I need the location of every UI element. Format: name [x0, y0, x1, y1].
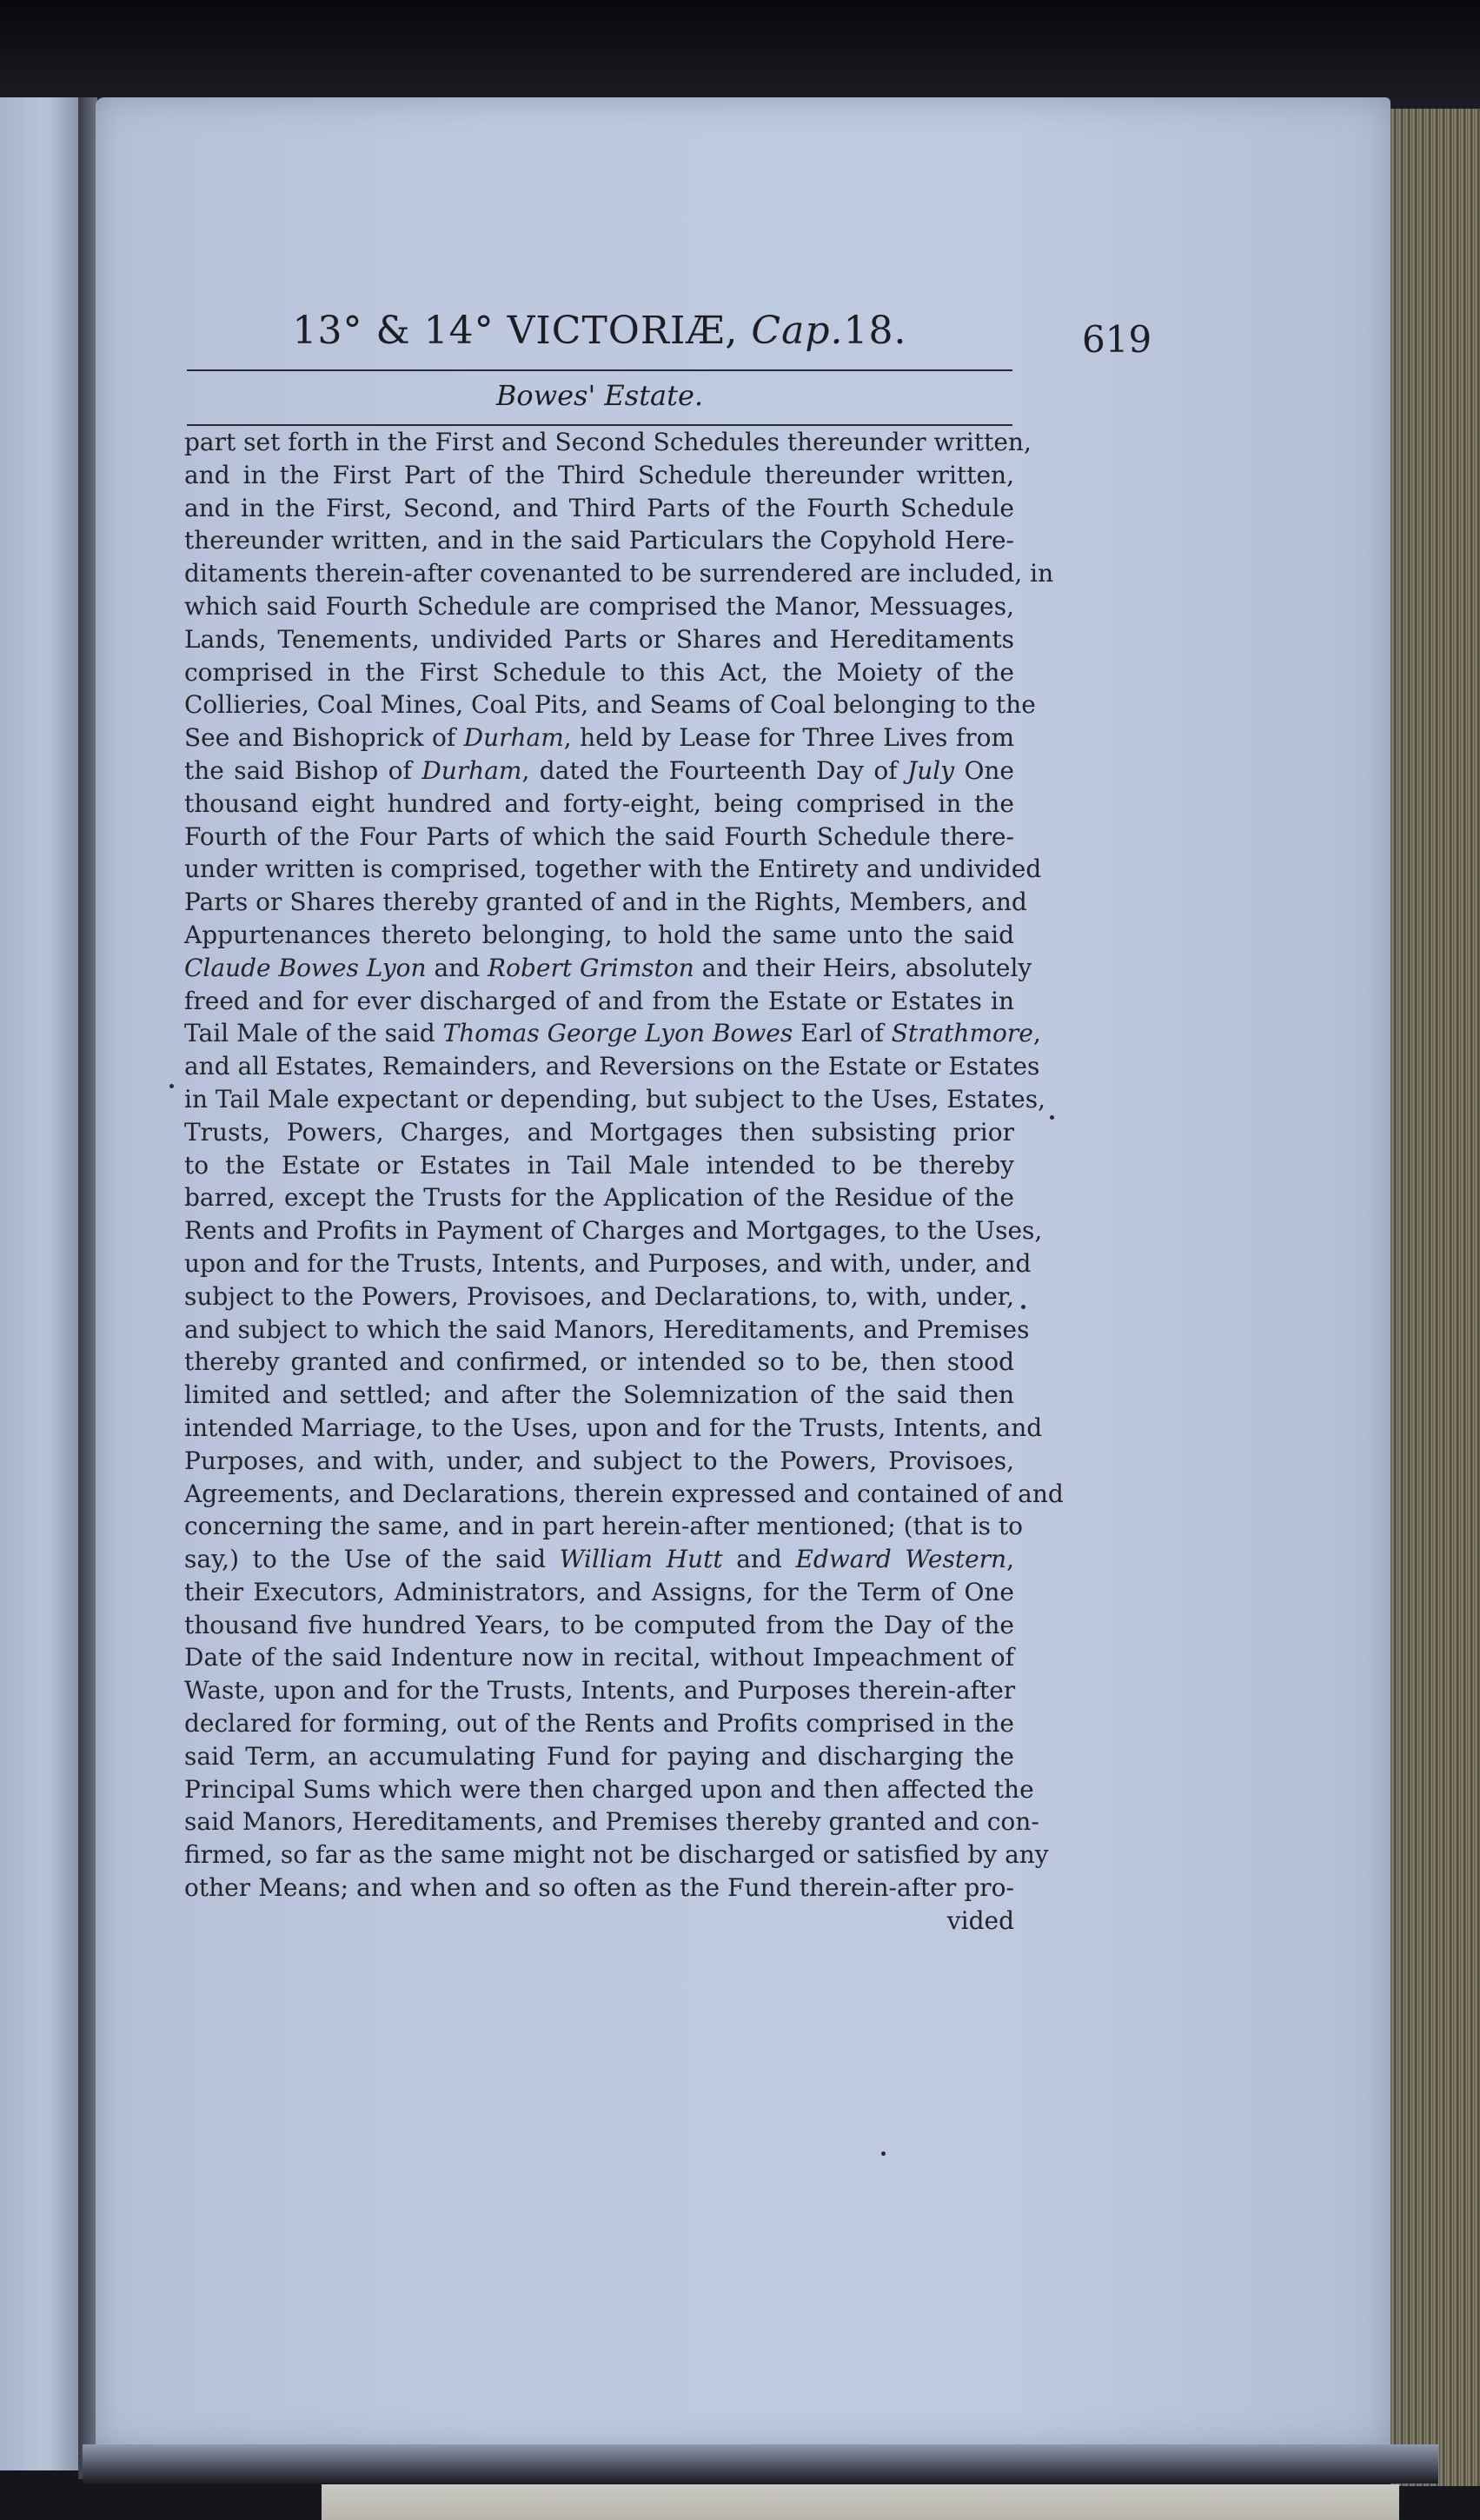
running-header — [187, 309, 1012, 361]
scan-bed-strip — [322, 2484, 1399, 2520]
body-line: upon and for the Trusts, Intents, and Purposes, and with, under, and — [184, 1248, 1032, 1278]
body-line: concerning the same, and in part herein-after mentioned; (that is to — [184, 1512, 1024, 1541]
body-line: Tail Male of the said Thomas George Lyon Bowes Earl of Strathmore — [184, 1019, 1033, 1048]
facing-left-page-edge — [0, 97, 82, 2470]
book-gutter — [78, 97, 97, 2479]
body-line: Agreements, and Declarations, therein expressed and contained of and — [184, 1479, 1064, 1508]
body-line: to the Estate or Estates in Tail Male intended to be thereby — [184, 1150, 1014, 1180]
title-cap: Cap. — [751, 309, 844, 353]
body-line: and subject to which the said Manors, Hereditaments, and Premises — [184, 1314, 1030, 1344]
body-line: Purposes, and with, under, and subject to the Powers, Provisoes, — [184, 1446, 1014, 1475]
body-line: subject to the Powers, Provisoes, and Declarations, to, with, under, — [184, 1281, 1014, 1311]
body-line: and in the First, Second, and Third Parts of the Fourth Schedule — [184, 493, 1014, 522]
page-stack-edges — [1390, 109, 1480, 2486]
body-line: Waste, upon and for the Trusts, Intents, and Purposes therein-after — [184, 1676, 1016, 1705]
body-line: See and Bishoprick of Durham, held by Lease for Three Lives from — [184, 723, 1015, 753]
body-line: Fourth of the Four Parts of which the said Fourth Schedule there- — [184, 821, 1014, 851]
body-line: in Tail Male expectant or depending, but subject to the Uses, Estates, — [184, 1084, 1045, 1114]
print-speck — [169, 1084, 174, 1088]
body-line: freed and for ever discharged of and from the Estate or Estates in — [184, 986, 1014, 1015]
body-line: Date of the said Indenture now in recital, without Impeachment of — [184, 1643, 1014, 1672]
print-speck — [1050, 1115, 1054, 1120]
running-title — [187, 309, 1012, 353]
body-line: which said Fourth Schedule are comprised the Manor, Messuages, — [184, 591, 1014, 621]
title-chapter-number: 18. — [843, 309, 907, 353]
body-line: Parts or Shares thereby granted of and in the Rights, Members, and — [184, 888, 1027, 917]
page-number: 619 — [1082, 318, 1152, 361]
body-line: thereunder written, and in the said Particulars the Copyhold Here- — [184, 526, 1014, 555]
body-line: part set forth in the First and Second Schedules thereunder written, — [184, 428, 1032, 456]
header-rule-top — [187, 369, 1012, 371]
body-line: thereby granted and confirmed, or intended so to be, then stood — [184, 1347, 1014, 1377]
body-line: comprised in the First Schedule to this Act, the Moiety of the — [184, 657, 1014, 687]
body-line: limited and settled; and after the Solemnization of the said then — [184, 1380, 1014, 1410]
body-line: and all Estates, Remainders, and Reversions on the Estate or Estates — [184, 1052, 1040, 1081]
body-line: their Executors, Administrators, and Assigns, for the Term of One — [184, 1577, 1014, 1606]
body-line: thousand eight hundred and forty-eight, being comprised in the — [184, 788, 1014, 818]
print-speck — [881, 2151, 886, 2156]
body-line: said Manors, Hereditaments, and Premises thereby granted and con- — [184, 1807, 1039, 1837]
title-main: 13° & 14° VICTORIÆ, — [292, 309, 739, 353]
body-line: Trusts, Powers, Charges, and Mortgages then subsisting prior — [184, 1117, 1014, 1147]
body-line: barred, except the Trusts for the Application of the Residue of the — [184, 1183, 1014, 1213]
body-line: under written is comprised, together with the Entirety and undivided — [184, 854, 1042, 884]
page-bottom-edge — [83, 2444, 1438, 2483]
scan-top-shadow — [0, 0, 1480, 104]
body-line: say,) to the Use of the said William Hutt and Edward Western, — [184, 1545, 1014, 1574]
body-line: vided — [946, 1905, 1014, 1935]
body-line: thousand five hundred Years, to be computed from the Day of the — [184, 1610, 1014, 1639]
body-line: intended Marriage, to the Uses, upon and for the Trusts, Intents, and — [184, 1413, 1043, 1442]
body-line: said Term, an accumulating Fund for paying and discharging the — [184, 1741, 1014, 1771]
body-line: other Means; and when and so often as the Fund therein-after pro- — [184, 1873, 1014, 1903]
body-line: Appurtenances thereto belonging, to hold the same unto the said — [184, 920, 1014, 949]
body-line: Rents and Profits in Payment of Charges and Mortgages, to the Uses, — [184, 1216, 1043, 1246]
body-line: Lands, Tenements, undivided Parts or Shares and Hereditaments — [184, 624, 1014, 654]
body-line: declared for forming, out of the Rents and Profits comprised in the — [184, 1709, 1014, 1739]
section-subtitle: Bowes' Estate. — [495, 379, 704, 412]
body-line: and in the First Part of the Third Schedule thereunder written, — [184, 460, 1014, 489]
body-line: the said Bishop of Durham, dated the Fourteenth Day of July One — [184, 755, 1014, 785]
print-speck — [1021, 1305, 1025, 1309]
body-line: firmed, so far as the same might not be discharged or satisfied by any — [184, 1840, 1049, 1870]
body-text — [184, 426, 1064, 1938]
body-line: Principal Sums which were then charged upon and then affected the — [184, 1774, 1034, 1804]
body-line: ditaments therein-after covenanted to be surrendered are included, in — [184, 559, 1054, 588]
body-line: Claude Bowes Lyon and Robert Grimston and their Heirs, absolutely — [184, 953, 1032, 982]
body-line: Collieries, Coal Mines, Coal Pits, and Seams of Coal belonging to the — [184, 690, 1036, 720]
